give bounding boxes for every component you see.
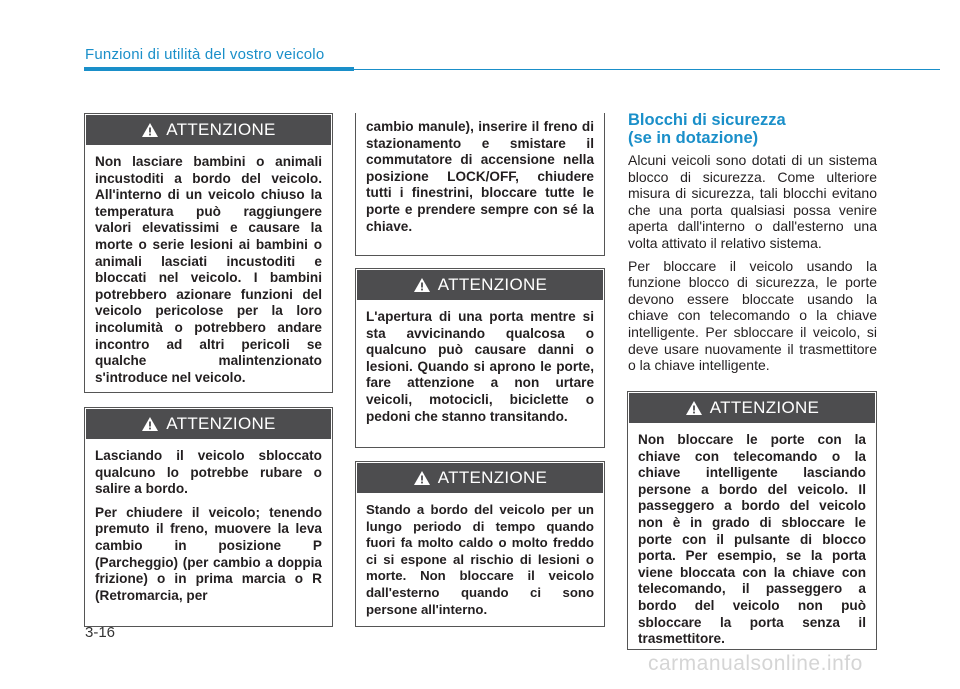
warning-text: Stando a bordo del veicolo per un lungo periodo di tempo quando fuori fa molto caldo o molto freddo ci si espone al rischio di lesioni o morte. Non bloccare il veicolo dall'esterno quando ci sono persone all'interno.: [366, 502, 594, 617]
warning-text: Per chiudere il veicolo; tenendo premuto il freno, muovere la leva cambio in posizione P (Parcheggio) (per cambio a doppia frizione) o in prima marcia o R (Retromarcia, per: [95, 504, 322, 603]
body-paragraph: Per bloccare il veicolo usando la funzione blocco di sicurezza, le porte devono essere bloccate usando la chiave con telecomando o la chiave intelligente. Per sbloccare il veicolo, si deve usare nuovamente il trasmettitore o la chiave intelligente.: [628, 257, 877, 374]
warning-triangle-icon: [413, 470, 431, 486]
warning-text: cambio manule), inserire il freno di stazionamento e smistare il commutatore di accensione nella posizione LOCK/OFF, chiudere tutti i finestrini, bloccare tutte le porte e prendere sempre con sé la chiave.: [366, 119, 594, 234]
section-body: [628, 152, 877, 380]
warning-text: Lasciando il veicolo sbloccato qualcuno lo potrebbe rubare o salire a bordo.: [95, 448, 322, 497]
warning-box-continued: [355, 113, 605, 256]
warning-header: [629, 393, 875, 423]
warning-header: [86, 409, 331, 439]
warning-box-children: [84, 113, 333, 393]
warning-box-safety-lock: [627, 391, 877, 650]
warning-triangle-icon: [413, 277, 431, 293]
warning-box-unlocked: [84, 407, 333, 627]
section-title: [628, 111, 786, 147]
header-bar: [84, 67, 354, 71]
warning-text: L'apertura di una porta mentre si sta avvicinando qualcosa o qualcuno può causare danni o lesioni. Quando si aprono le porte, fare attenzione a non urtare veicoli, motocicli, biciclette o pedoni che stanno transitando.: [366, 309, 594, 424]
section-title-line: Blocchi di sicurezza: [628, 111, 786, 129]
warning-header: [86, 115, 331, 145]
warning-label: ATTENZIONE: [166, 414, 276, 433]
warning-box-door-opening: [355, 268, 605, 448]
warning-header: [357, 463, 603, 493]
body-paragraph: Alcuni veicoli sono dotati di un sistema blocco di sicurezza. Come ulteriore misura di sicurezza, tali blocchi evitano che una porta qualsiasi possa venire aperta dall'interno o dall'esterno una volta attivato il relativo sistema.: [628, 152, 877, 251]
section-title-line: (se in dotazione): [628, 129, 759, 147]
warning-triangle-icon: [141, 416, 159, 432]
warning-label: ATTENZIONE: [437, 468, 548, 487]
warning-label: ATTENZIONE: [709, 398, 820, 417]
warning-text: Non lasciare bambini o animali incustoditi a bordo del veicolo. All'interno di un veicolo chiuso la temperatura può raggiungere valori elevatissimi e causare la morte o serie lesioni ai bambini o animali lasciati incustoditi e bloccati nel veicolo. I bambini potrebbero azionare funzioni del veicolo pericolose per la loro incolumità o potrebbero andare incontro ad altri pericoli se qualche malintenzionato s'introduce nel veicolo.: [95, 154, 322, 385]
warning-triangle-icon: [685, 400, 703, 416]
warning-header: [357, 270, 603, 300]
warning-box-temperature: [355, 461, 605, 627]
watermark: carmanualsonline.info: [648, 652, 863, 675]
header-title: Funzioni di utilità del vostro veicolo: [85, 46, 325, 63]
header-line: [354, 69, 940, 70]
warning-label: ATTENZIONE: [166, 120, 276, 139]
page-number: 3-16: [85, 624, 116, 641]
warning-label: ATTENZIONE: [437, 275, 548, 294]
warning-triangle-icon: [141, 122, 159, 138]
warning-text: Non bloccare le porte con la chiave con telecomando o la chiave intelligente lasciando persone a bordo del veicolo. Il passeggero a bordo del veicolo non è in grado di sbloccare le porte con il pulsante di blocco porta. Per esempio, se la porta viene bloccata con la chiave con telecomando, il passeggero a bordo del veicolo non può sbloccare la porta senza il trasmettitore.: [638, 432, 866, 647]
